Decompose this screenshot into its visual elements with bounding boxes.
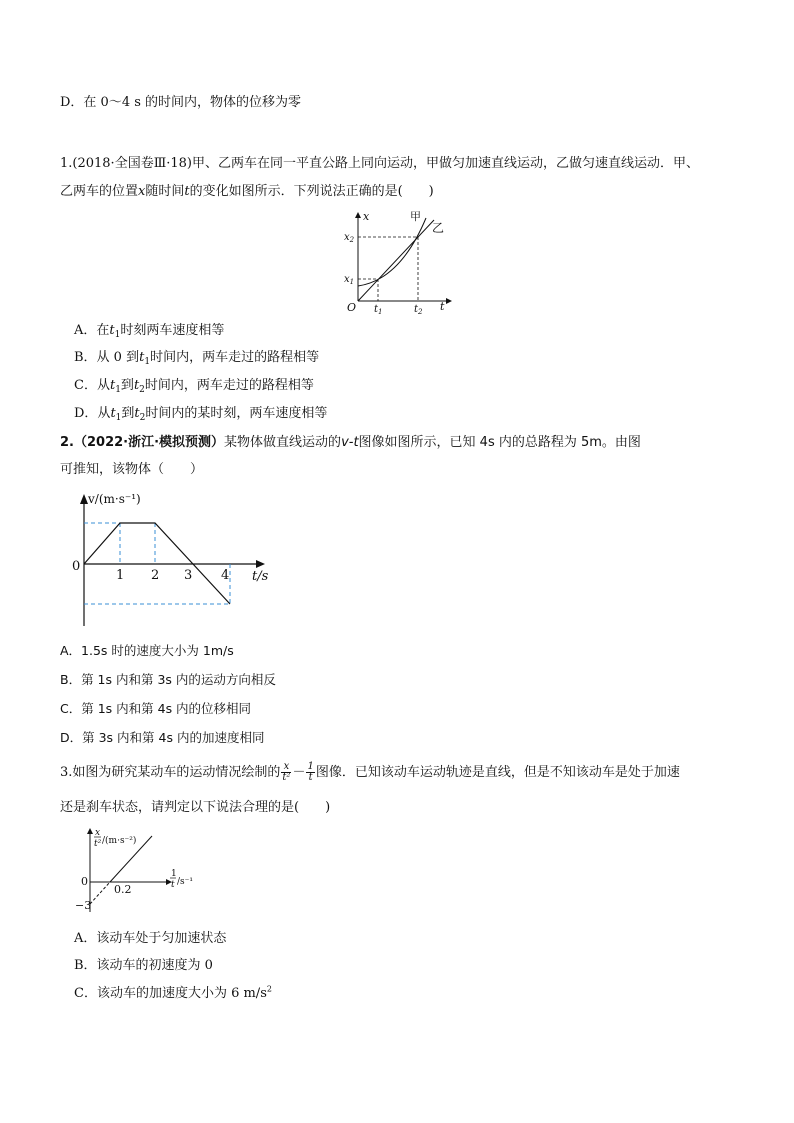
q1-x2-label: $x_2$	[344, 232, 355, 244]
q2-stem-line2: 可推知，该物体（ ）	[60, 462, 204, 477]
q1-t1-label: $t_1$	[374, 304, 383, 316]
q2-option-a: A．1.5s 时的速度大小为 1m/s	[60, 643, 234, 658]
q1-xt-graph	[340, 208, 460, 316]
q3-y-intercept: −3	[75, 899, 92, 912]
q1-option-a: A．在$t_1$时刻两车速度相等	[74, 323, 225, 340]
q1-jia-label: 甲	[410, 210, 421, 223]
q1-yi-label: 乙	[432, 221, 445, 235]
q2-option-d: D．第 3s 内和第 4s 内的加速度相同	[60, 730, 265, 745]
q1-option-c: C．从$t_1$到$t_2$时间内，两车走过的路程相等	[74, 378, 314, 395]
q1-line-yi	[358, 220, 434, 301]
q3-option-c: C．该动车的加速度大小为 6 $m/s^2$	[74, 984, 272, 1001]
q2-option-b: B．第 1s 内和第 3s 内的运动方向相反	[60, 672, 276, 687]
q2-tick-4: 4	[221, 568, 230, 583]
q2-v-axis-arrow	[80, 494, 88, 504]
q1-t2-label: $t_2$	[414, 304, 423, 316]
q3-origin: 0	[81, 875, 88, 888]
q1-curve-jia	[358, 218, 426, 286]
q1-stem-line2: 乙两车的位置x随时间t的变化如图所示．下列说法正确的是( )	[60, 184, 434, 199]
q3-x-intercept: 0.2	[114, 883, 132, 896]
q2-ylabel: v/(m·s⁻¹)	[88, 492, 141, 506]
q3-option-a: A．该动车处于匀加速状态	[74, 931, 227, 946]
q1-option-d: D．从$t_1$到$t_2$时间内的某时刻，两车速度相等	[74, 406, 328, 423]
q0-option-d: D．在 0～4 s 的时间内，物体的位移为零	[60, 95, 302, 110]
q3-xlabel-num: 1	[171, 869, 177, 879]
q3-xlabel-unit: /s⁻¹	[177, 877, 194, 887]
q3-ylabel-unit: /(m·s⁻²)	[102, 836, 137, 846]
q1-stem-line1: 1.(2018·全国卷Ⅲ·18)甲、乙两车在同一平直公路上同向运动，甲做匀加速直线运动，乙做匀速直线运动．甲、	[60, 156, 699, 171]
q3-frac-1-t: $\frac{1}{t}$	[307, 761, 314, 783]
q2-vt-graph	[60, 490, 280, 635]
q3-dashed-segment	[90, 882, 110, 904]
q3-ylabel-den: t²	[94, 839, 102, 849]
q1-x-axis-arrow	[446, 298, 452, 304]
q1-option-b: B．从 0 到$t_1$时间内，两车走过的路程相等	[74, 350, 320, 367]
q1-y-axis-arrow	[355, 212, 361, 218]
q3-stem-line2: 还是刹车状态，请判定以下说法合理的是( )	[60, 800, 331, 815]
q1-axis-x-label: x	[363, 210, 370, 223]
q3-xlabel-den: t	[171, 880, 175, 890]
q2-tick-3: 3	[184, 568, 193, 583]
q3-y-axis-arrow	[87, 828, 93, 834]
q2-tick-1: 1	[116, 568, 125, 583]
q3-ylabel-num: x	[95, 828, 101, 838]
q2-option-c: C．第 1s 内和第 4s 内的位移相同	[60, 701, 252, 716]
q2-xlabel: t/s	[252, 569, 269, 584]
q1-axis-t-label: t	[440, 300, 445, 313]
q3-graph	[70, 826, 210, 918]
q1-x1-label: $x_1$	[344, 274, 355, 286]
q3-stem-line1: 3.如图为研究某动车的运动情况绘制的 $\frac{x}{\text{t²}}$ － $\frac{1}{t}$ 图像．已知该动车运动轨迹是直线，但是不知该动车是处于加速	[60, 761, 680, 783]
q3-frac-x-t2: $\frac{x}{\text{t²}}$	[282, 761, 291, 783]
q3-option-b: B．该动车的初速度为 0	[74, 958, 213, 973]
q1-origin-label: O	[347, 301, 357, 314]
q2-tick-2: 2	[151, 568, 160, 583]
q2-origin: 0	[72, 559, 81, 574]
q2-stem-line1: 2.（2022·浙江·模拟预测）某物体做直线运动的v-t图像如图所示，已知 4s 内的总路程为 5m。由图	[60, 435, 641, 450]
q2-t-axis-arrow	[256, 560, 265, 568]
